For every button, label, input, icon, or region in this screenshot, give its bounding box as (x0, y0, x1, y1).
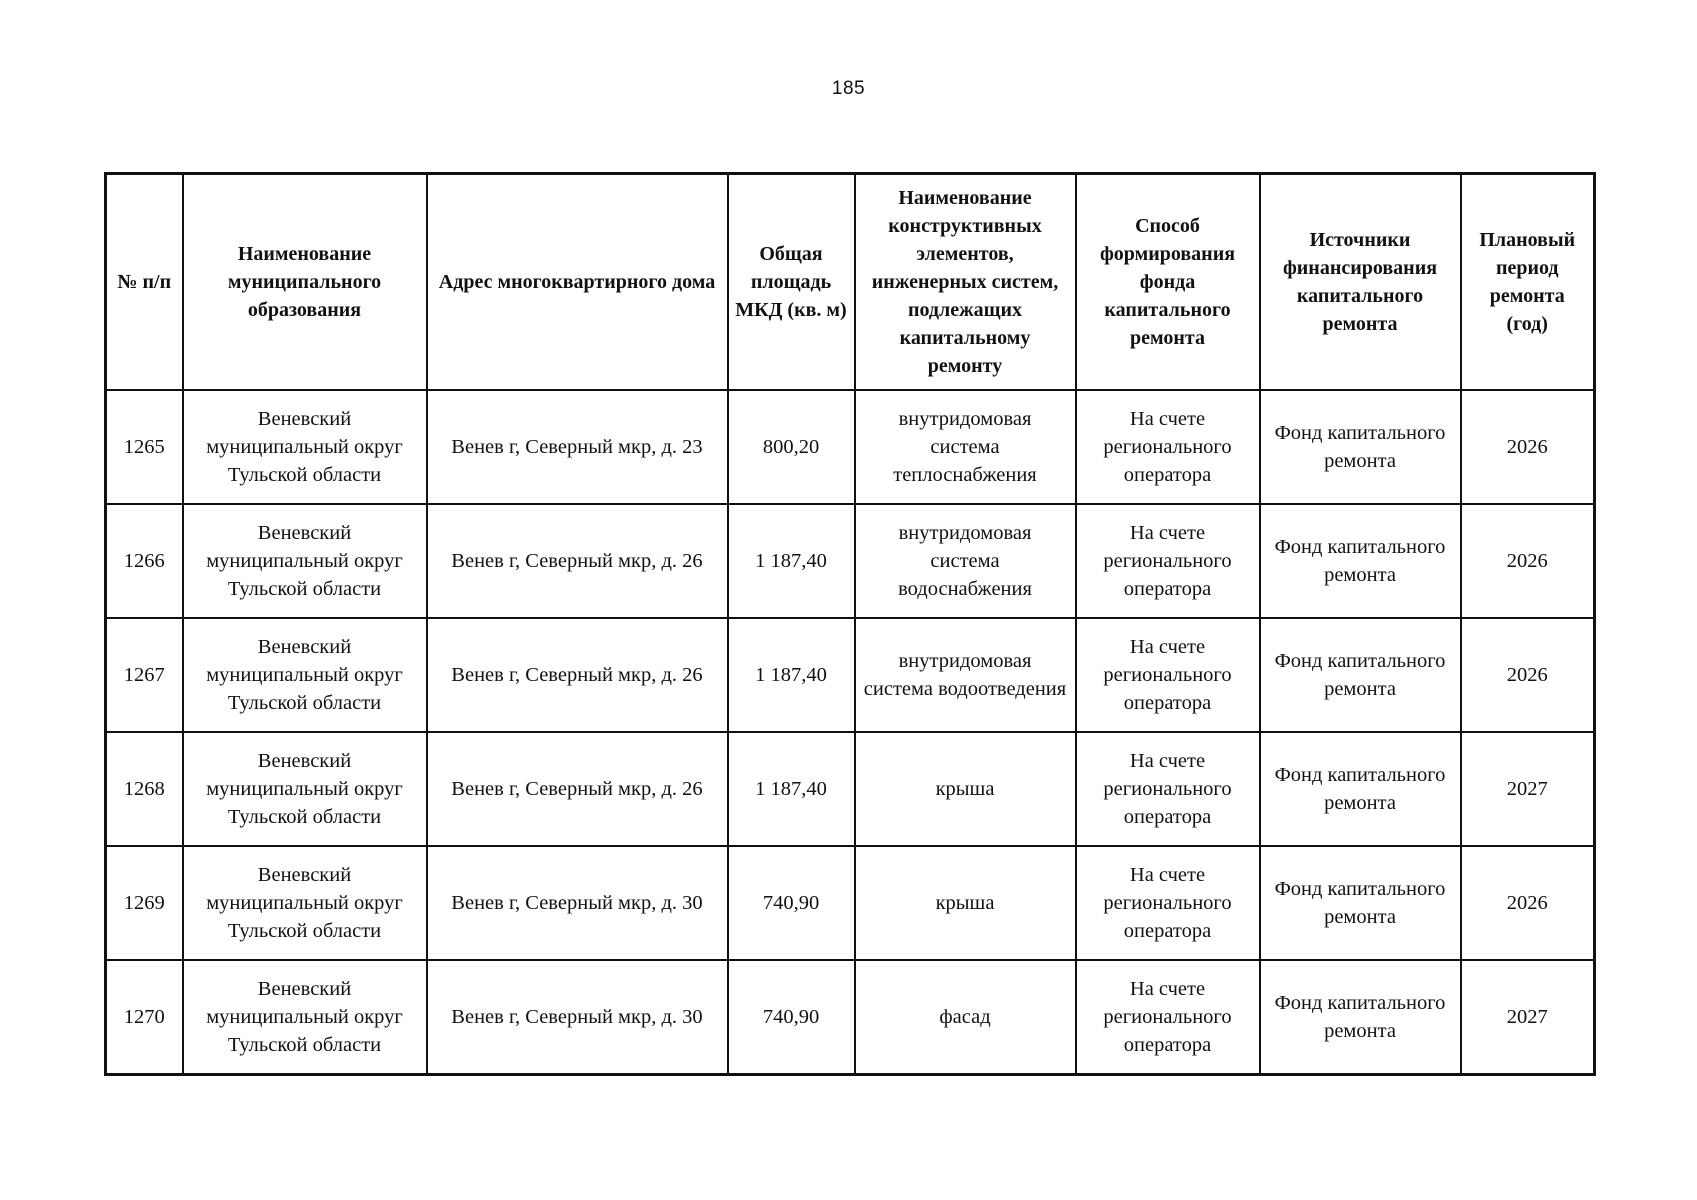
cell-address: Венев г, Северный мкр, д. 30 (427, 960, 728, 1075)
cell-repair-period: 2026 (1461, 618, 1595, 732)
table-row (106, 846, 1595, 960)
header-funding-source: Источники финансирования капитального ремонта (1260, 174, 1461, 391)
cell-area: 1 187,40 (728, 732, 855, 846)
cell-address: Венев г, Северный мкр, д. 26 (427, 504, 728, 618)
cell-elements: фасад (855, 960, 1076, 1075)
header-elements: Наименование конструктивных элементов, инженерных систем, подлежащих капитальному ремонту (855, 174, 1076, 391)
cell-fund-method: На счете регионального оператора (1076, 960, 1260, 1075)
cell-funding-source: Фонд капитального ремонта (1260, 618, 1461, 732)
cell-area: 1 187,40 (728, 504, 855, 618)
cell-area: 1 187,40 (728, 618, 855, 732)
cell-fund-method: На счете регионального оператора (1076, 846, 1260, 960)
table-header-row (106, 174, 1595, 391)
header-repair-period: Плановый период ремонта (год) (1461, 174, 1595, 391)
cell-repair-period: 2026 (1461, 846, 1595, 960)
cell-municipality: Веневский муниципальный округ Тульской области (183, 846, 427, 960)
cell-funding-source: Фонд капитального ремонта (1260, 960, 1461, 1075)
cell-address: Венев г, Северный мкр, д. 26 (427, 618, 728, 732)
table-row (106, 618, 1595, 732)
cell-number: 1268 (106, 732, 183, 846)
cell-area: 740,90 (728, 846, 855, 960)
cell-fund-method: На счете регионального оператора (1076, 732, 1260, 846)
cell-funding-source: Фонд капитального ремонта (1260, 846, 1461, 960)
cell-fund-method: На счете регионального оператора (1076, 390, 1260, 504)
cell-municipality: Веневский муниципальный округ Тульской области (183, 732, 427, 846)
cell-number: 1267 (106, 618, 183, 732)
cell-municipality: Веневский муниципальный округ Тульской области (183, 390, 427, 504)
cell-elements: внутридомовая система теплоснабжения (855, 390, 1076, 504)
cell-municipality: Веневский муниципальный округ Тульской области (183, 618, 427, 732)
cell-repair-period: 2027 (1461, 732, 1595, 846)
header-area: Общая площадь МКД (кв. м) (728, 174, 855, 391)
cell-repair-period: 2026 (1461, 504, 1595, 618)
cell-number: 1265 (106, 390, 183, 504)
capital-repair-table (104, 172, 1596, 1076)
cell-elements: внутридомовая система водоотведения (855, 618, 1076, 732)
cell-address: Венев г, Северный мкр, д. 26 (427, 732, 728, 846)
table-row (106, 732, 1595, 846)
cell-number: 1269 (106, 846, 183, 960)
table-row (106, 960, 1595, 1075)
cell-area: 740,90 (728, 960, 855, 1075)
cell-repair-period: 2026 (1461, 390, 1595, 504)
cell-number: 1270 (106, 960, 183, 1075)
header-municipality: Наименование муниципального образования (183, 174, 427, 391)
page-number: 185 (831, 78, 866, 99)
cell-repair-period: 2027 (1461, 960, 1595, 1075)
header-address: Адрес многоквартирного дома (427, 174, 728, 391)
cell-address: Венев г, Северный мкр, д. 23 (427, 390, 728, 504)
header-number: № п/п (106, 174, 183, 391)
cell-funding-source: Фонд капитального ремонта (1260, 390, 1461, 504)
cell-number: 1266 (106, 504, 183, 618)
cell-fund-method: На счете регионального оператора (1076, 618, 1260, 732)
cell-address: Венев г, Северный мкр, д. 30 (427, 846, 728, 960)
cell-area: 800,20 (728, 390, 855, 504)
table-row (106, 504, 1595, 618)
cell-elements: крыша (855, 732, 1076, 846)
table-row (106, 390, 1595, 504)
cell-fund-method: На счете регионального оператора (1076, 504, 1260, 618)
cell-elements: внутридомовая система водоснабжения (855, 504, 1076, 618)
cell-municipality: Веневский муниципальный округ Тульской области (183, 504, 427, 618)
cell-funding-source: Фонд капитального ремонта (1260, 732, 1461, 846)
cell-elements: крыша (855, 846, 1076, 960)
cell-funding-source: Фонд капитального ремонта (1260, 504, 1461, 618)
header-fund-method: Способ формирования фонда капитального ремонта (1076, 174, 1260, 391)
cell-municipality: Веневский муниципальный округ Тульской области (183, 960, 427, 1075)
